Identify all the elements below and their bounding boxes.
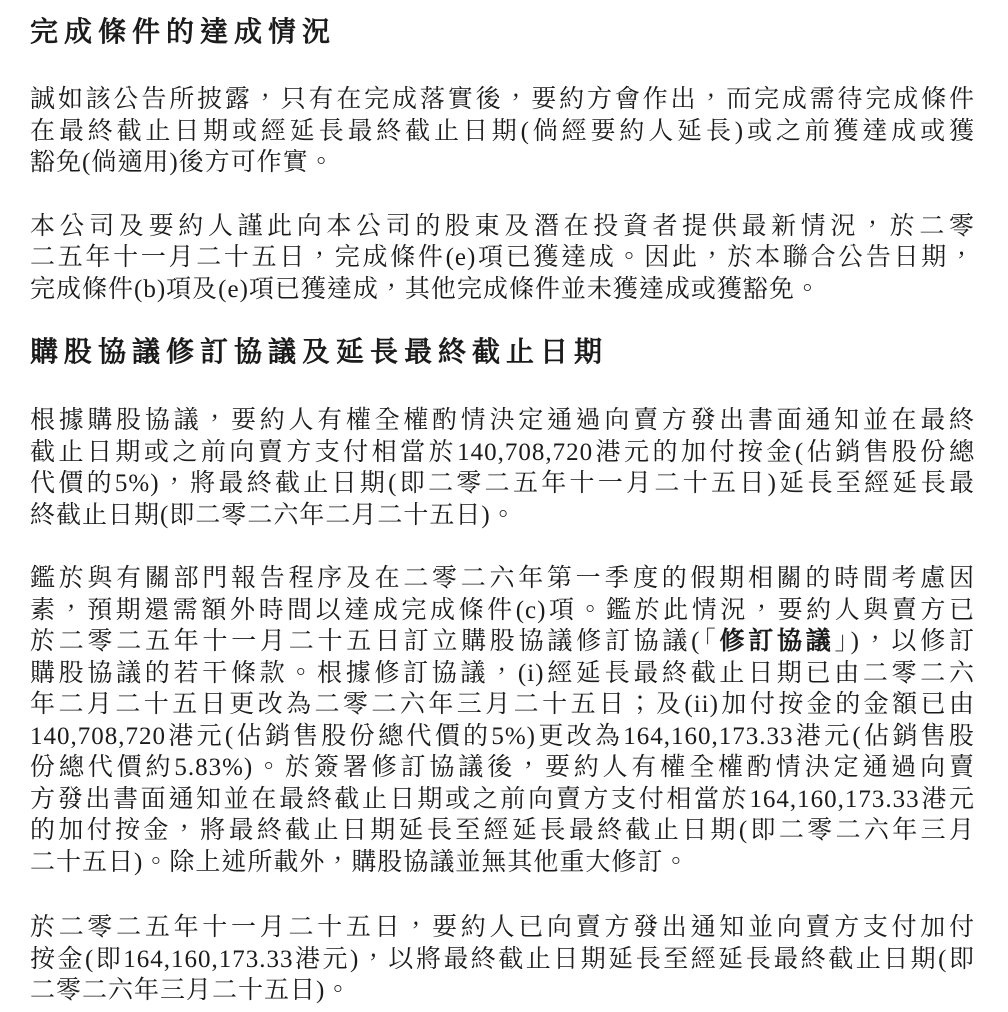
paragraph-latest-update xyxy=(30,211,975,306)
text-line: 按金(即164,160,173.33港元)，以將最終截止日期延長至經延長最終截止日期(即 xyxy=(30,945,975,973)
text-line: 代價的5%)，將最終截止日期(即二零二五年十一月二十五日)延長至經延長最 xyxy=(30,470,975,497)
text-line: 根據購股協議，要約人有權全權酌情決定通過向賣方發出書面通知並在最終 xyxy=(30,407,975,434)
text-line: 截止日期或之前向賣方支付相當於140,708,720港元的加付按金(佔銷售股份總 xyxy=(30,438,975,466)
text-line: 年二月二十五日更改為二零二六年三月二十五日；及(ii)加付按金的金額已由 xyxy=(30,691,975,718)
text-line: 素，預期還需額外時間以達成完成條件(c)項。鑑於此情況，要約人與賣方已 xyxy=(30,596,975,624)
text-segment: 」)，以修訂 xyxy=(834,628,975,655)
text-line: 在最終截止日期或經延長最終截止日期(倘經要約人延長)或之前獲達成或獲 xyxy=(30,117,975,145)
paragraph-notice-payment xyxy=(30,912,975,1007)
text-line: 豁免(倘適用)後方可作實。 xyxy=(30,149,335,176)
paragraph-completion-conditions xyxy=(30,84,975,179)
text-line: 份總代價約5.83%)。於簽署修訂協議後，要約人有權全權酌情決定通過向賣 xyxy=(30,754,975,781)
section-heading-spa-amendment: 購股協議修訂協議及延長最終截止日期 xyxy=(30,336,609,367)
text-line: 方發出書面通知並在最終截止日期或之前向賣方支付相當於164,160,173.33港元 xyxy=(30,785,975,813)
text-line-with-defined-term xyxy=(30,626,975,658)
text-line: 140,708,720港元(佔銷售股份總代價的5%)更改為164,160,173.33港元(佔銷售股 xyxy=(30,722,975,750)
text-line: 鑑於與有關部門報告程序及在二零二六年第一季度的假期相關的時間考慮因 xyxy=(30,565,975,592)
text-line: 的加付按金，將最終截止日期延長至經延長最終截止日期(即二零二六年三月 xyxy=(30,817,975,844)
text-line: 二零二六年三月二十五日)。 xyxy=(30,977,352,1004)
paragraph-spa-extension-right xyxy=(30,405,975,531)
text-line: 於二零二五年十一月二十五日，要約人已向賣方發出通知並向賣方支付加付 xyxy=(30,914,975,941)
text-segment: 於二零二五年十一月二十五日訂立購股協議修訂協議(「 xyxy=(30,628,720,655)
text-line: 誠如該公告所披露，只有在完成落實後，要約方會作出，而完成需待完成條件 xyxy=(30,86,975,113)
section-heading-completion-conditions: 完成條件的達成情況 xyxy=(30,16,337,47)
defined-term-amendment-agreement: 修訂協議 xyxy=(719,627,835,655)
paragraph-amendment-agreement xyxy=(30,563,975,878)
text-line: 二十五日)。除上述所載外，購股協議並無其他重大修訂。 xyxy=(30,848,690,876)
text-line: 購股協議的若干條款。根據修訂協議，(i)經延長最終截止日期已由二零二六 xyxy=(30,659,975,687)
text-line: 完成條件(b)項及(e)項已獲達成，其他完成條件並未獲達成或獲豁免。 xyxy=(30,275,821,303)
text-line: 本公司及要約人謹此向本公司的股東及潛在投資者提供最新情況，於二零 xyxy=(30,212,975,240)
text-line: 終截止日期(即二零二六年二月二十五日)。 xyxy=(30,501,517,529)
text-line: 二五年十一月二十五日，完成條件(e)項已獲達成。因此，於本聯合公告日期， xyxy=(30,244,975,271)
